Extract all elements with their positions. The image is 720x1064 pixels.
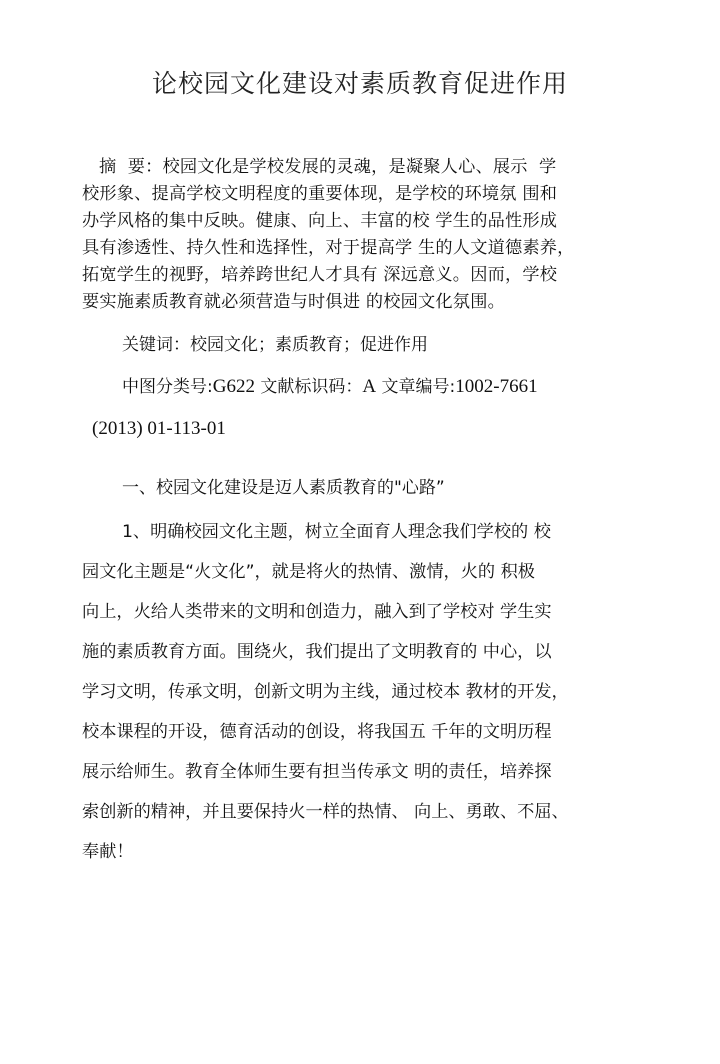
abstract-line: 办学风格的集中反映。健康、向上、丰富的校 学生的品性形成 [82, 211, 558, 231]
abstract-line: 拓宽学生的视野，培养跨世纪人才具有 深远意义。因而，学校 [82, 265, 558, 285]
body-line: 展示给师生。教育全体师生要有担当传承文 明的责任，培养探 [82, 762, 552, 782]
classification-code: G622 [212, 376, 255, 397]
classification-line [122, 372, 538, 398]
abstract-line: 校形象、提高学校文明程度的重要体现，是学校的环境氛 围和 [82, 184, 558, 204]
body-line: 校本课程的开设，德育活动的创设，将我国五 千年的文明历程 [82, 722, 552, 742]
section-body [82, 512, 654, 872]
abstract-line: 具有渗透性、持久性和选择性，对于提高学 生的人文道德素养， [82, 238, 575, 258]
body-line: 施的素质教育方面。围绕火，我们提出了文明教育的 中心，以 [82, 642, 552, 662]
doc-id-code: A [362, 376, 377, 397]
paper-title: 论校园文化建设对素质教育促进作用 [151, 69, 568, 98]
issue-line: (2013) 01-113-01 [92, 418, 226, 439]
abstract-line: 要实施素质教育就必须营造与时俱进 的校园文化氛围。 [82, 292, 505, 312]
body-line: 园文化主题是“火文化”，就是将火的热情、激情，火的 积极 [82, 562, 535, 582]
body-line: 1、明确校园文化主题，树立全面育人理念我们学校的 校 [122, 522, 551, 542]
body-line: 索创新的精神，并且要保持火一样的热情、 向上、勇敢、不屈、 [82, 802, 569, 822]
article-no-label: 文章编号: [381, 377, 456, 397]
body-line: 奉献！ [82, 842, 134, 862]
doc-id-label: 文献标识码： [260, 377, 363, 397]
classification-label: 中图分类号: [122, 377, 213, 397]
body-line: 向上，火给人类带来的文明和创造力，融入到了学校对 学生实 [82, 602, 552, 622]
keywords-line: 关键词：校园文化；素质教育；促进作用 [122, 335, 428, 355]
section-heading: 一、校园文化建设是迈人素质教育的"心路” [122, 478, 445, 498]
abstract-paragraph [82, 154, 654, 316]
body-line: 学习文明，传承文明，创新文明为主线，通过校本 教材的开发， [82, 682, 569, 702]
article-no-code: 1002-7661 [455, 376, 538, 397]
abstract-line: 摘 要：校园文化是学校发展的灵魂，是凝聚人心、展示 学 [82, 157, 557, 177]
